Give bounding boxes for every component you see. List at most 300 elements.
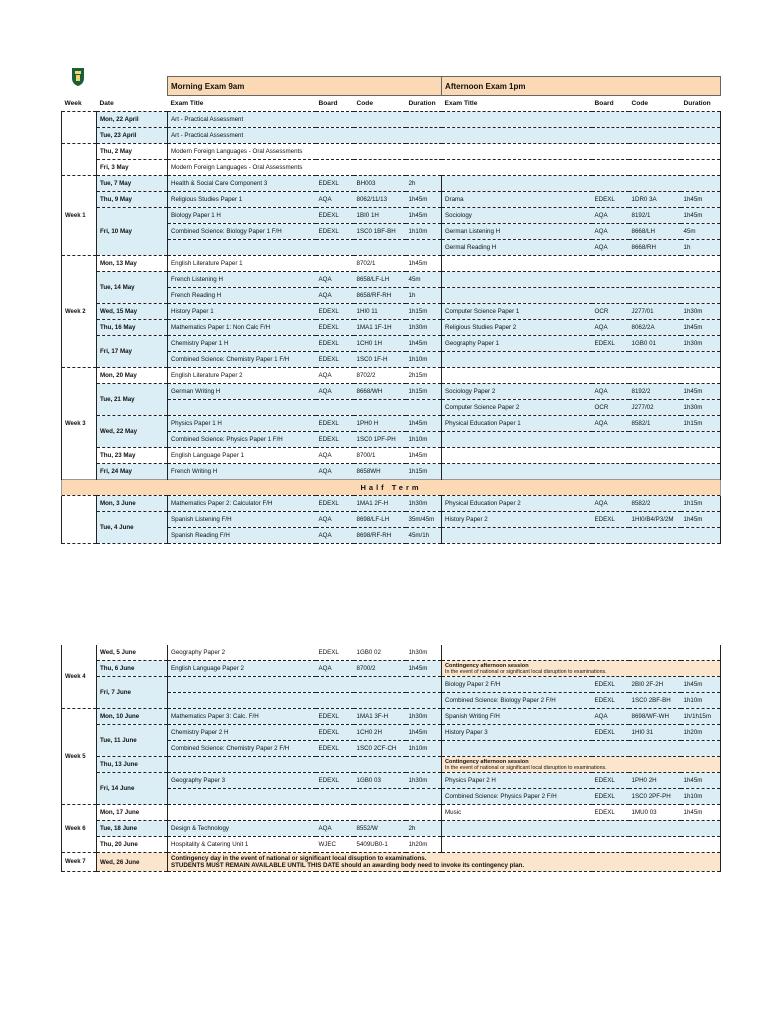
morning-board bbox=[316, 400, 354, 416]
afternoon-board: AQA bbox=[592, 224, 629, 240]
afternoon-duration bbox=[681, 645, 721, 661]
morning-exam-title: Religious Studies Paper 1 bbox=[168, 192, 316, 208]
afternoon-code bbox=[629, 821, 681, 837]
exam-date: Mon, 20 May bbox=[97, 368, 168, 384]
morning-board: EDEXL bbox=[316, 352, 354, 368]
exam-date: Tue, 11 June bbox=[97, 725, 168, 757]
afternoon-board bbox=[592, 464, 629, 480]
table-row bbox=[62, 336, 721, 352]
table-row bbox=[62, 112, 721, 128]
week-label: Week 6 bbox=[62, 805, 97, 853]
afternoon-code: J277/01 bbox=[629, 304, 681, 320]
morning-code: 8702/1 bbox=[354, 256, 406, 272]
morning-duration: 1h30m bbox=[406, 709, 442, 725]
morning-code bbox=[354, 693, 406, 709]
morning-duration: 1h45m bbox=[406, 256, 442, 272]
afternoon-duration bbox=[681, 528, 721, 544]
afternoon-code: 1SC0 2PF-PH bbox=[629, 789, 681, 805]
morning-exam-title bbox=[168, 757, 316, 773]
morning-exam-title: Combined Science: Physics Paper 1 F/H bbox=[168, 432, 316, 448]
afternoon-exam-title: Physics Paper 2 H bbox=[442, 773, 592, 789]
morning-code bbox=[354, 789, 406, 805]
afternoon-board: EDEXL bbox=[592, 192, 629, 208]
morning-board: AQA bbox=[316, 528, 354, 544]
morning-exam-title: Combined Science: Biology Paper 1 F/H bbox=[168, 224, 316, 240]
morning-code bbox=[354, 805, 406, 821]
morning-exam-title: French Listening H bbox=[168, 272, 316, 288]
afternoon-code bbox=[629, 256, 681, 272]
morning-board: EDEXL bbox=[316, 645, 354, 661]
week-label bbox=[62, 496, 97, 544]
morning-exam-title: Health & Social Care Component 3 bbox=[168, 176, 316, 192]
afternoon-board bbox=[592, 821, 629, 837]
table-row bbox=[62, 464, 721, 480]
morning-exam-title: Combined Science: Chemistry Paper 2 F/H bbox=[168, 741, 316, 757]
afternoon-code: 1DR0 3A bbox=[629, 192, 681, 208]
morning-code: 8698/LF-LH bbox=[354, 512, 406, 528]
week-label: Week 3 bbox=[62, 368, 97, 480]
morning-code: 1CH0 1H bbox=[354, 336, 406, 352]
afternoon-duration: 1h30m bbox=[681, 336, 721, 352]
afternoon-board: EDEXL bbox=[592, 725, 629, 741]
morning-duration: 1h45m bbox=[406, 336, 442, 352]
exam-timetable-part-2 bbox=[61, 645, 721, 872]
exam-date: Tue, 21 May bbox=[97, 384, 168, 416]
afternoon-board: AQA bbox=[592, 496, 629, 512]
morning-exam-title: Mathematics Paper 2: Calculator F/H bbox=[168, 496, 316, 512]
morning-duration: 1h20m bbox=[406, 837, 442, 853]
exam-date: Wed, 5 June bbox=[97, 645, 168, 661]
afternoon-board: EDEXL bbox=[592, 773, 629, 789]
morning-code: 8698/RF-RH bbox=[354, 528, 406, 544]
afternoon-exam-title: History Paper 3 bbox=[442, 725, 592, 741]
afternoon-duration bbox=[681, 272, 721, 288]
afternoon-exam-title: Biology Paper 2 F/H bbox=[442, 677, 592, 693]
afternoon-exam-title: Physical Education Paper 2 bbox=[442, 496, 592, 512]
morning-exam-title: Mathematics Paper 3: Calc. F/H bbox=[168, 709, 316, 725]
exam-date: Thu, 13 June bbox=[97, 757, 168, 773]
morning-code: 1CH0 2H bbox=[354, 725, 406, 741]
morning-code: 8702/2 bbox=[354, 368, 406, 384]
afternoon-board: AQA bbox=[592, 240, 629, 256]
afternoon-duration bbox=[681, 288, 721, 304]
morning-duration bbox=[406, 240, 442, 256]
table-row bbox=[62, 448, 721, 464]
afternoon-duration: 1h15m bbox=[681, 496, 721, 512]
morning-duration bbox=[406, 693, 442, 709]
morning-board: EDEXL bbox=[316, 496, 354, 512]
morning-code: 8658/LF-LH bbox=[354, 272, 406, 288]
afternoon-duration: 1h45m bbox=[681, 384, 721, 400]
afternoon-code bbox=[629, 352, 681, 368]
morning-duration: 2h bbox=[406, 176, 442, 192]
exam-date: Thu, 2 May bbox=[97, 144, 168, 160]
morning-code: 8700/1 bbox=[354, 448, 406, 464]
afternoon-duration bbox=[681, 176, 721, 192]
afternoon-duration bbox=[681, 741, 721, 757]
half-term-row bbox=[62, 480, 721, 496]
afternoon-code: 1HI0/B4/P3/2M bbox=[629, 512, 681, 528]
col-week: Week bbox=[62, 96, 97, 112]
afternoon-code bbox=[629, 741, 681, 757]
afternoon-board bbox=[592, 352, 629, 368]
morning-duration bbox=[406, 677, 442, 693]
exam-date: Fri, 10 May bbox=[97, 208, 168, 256]
afternoon-duration: 1h bbox=[681, 240, 721, 256]
morning-board: AQA bbox=[316, 512, 354, 528]
afternoon-duration bbox=[681, 837, 721, 853]
morning-duration: 1h45m bbox=[406, 192, 442, 208]
afternoon-board: AQA bbox=[592, 384, 629, 400]
week-label: Week 2 bbox=[62, 256, 97, 368]
morning-exam-title: French Reading H bbox=[168, 288, 316, 304]
table-row bbox=[62, 176, 721, 192]
afternoon-code bbox=[629, 448, 681, 464]
contingency-text: In the event of national or significant local disruption to examinations. bbox=[445, 668, 607, 675]
exam-timetable-part-1 bbox=[61, 76, 721, 544]
table-row bbox=[62, 304, 721, 320]
exam-date: Thu, 23 May bbox=[97, 448, 168, 464]
morning-code: 8658WH bbox=[354, 464, 406, 480]
morning-duration: 35m/45m bbox=[406, 512, 442, 528]
exam-date: Tue, 18 June bbox=[97, 821, 168, 837]
morning-board: AQA bbox=[316, 661, 354, 677]
afternoon-code: 8192/1 bbox=[629, 208, 681, 224]
afternoon-exam-title bbox=[442, 464, 592, 480]
morning-board bbox=[316, 693, 354, 709]
morning-board: AQA bbox=[316, 448, 354, 464]
exam-date: Fri, 14 June bbox=[97, 773, 168, 805]
morning-exam-title: Modern Foreign Languages - Oral Assessments bbox=[168, 160, 721, 176]
table-row bbox=[62, 208, 721, 224]
table-row bbox=[62, 160, 721, 176]
table-row bbox=[62, 496, 721, 512]
exam-date: Fri, 3 May bbox=[97, 160, 168, 176]
afternoon-duration: 1h45m bbox=[681, 512, 721, 528]
morning-exam-title: Hospitality & Catering Unit 1 bbox=[168, 837, 316, 853]
table-row bbox=[62, 256, 721, 272]
afternoon-exam-title bbox=[442, 448, 592, 464]
exam-date: Fri, 17 May bbox=[97, 336, 168, 368]
afternoon-code: 8668/RH bbox=[629, 240, 681, 256]
afternoon-session-header: Afternoon Exam 1pm bbox=[442, 77, 721, 96]
exam-date: Thu, 6 June bbox=[97, 661, 168, 677]
exam-date: Mon, 3 June bbox=[97, 496, 168, 512]
afternoon-board: OCR bbox=[592, 400, 629, 416]
morning-exam-title bbox=[168, 789, 316, 805]
afternoon-duration bbox=[681, 448, 721, 464]
afternoon-duration: 1h10m bbox=[681, 789, 721, 805]
afternoon-code: 1HI0 31 bbox=[629, 725, 681, 741]
morning-exam-title bbox=[168, 677, 316, 693]
morning-exam-title bbox=[168, 240, 316, 256]
morning-exam-title: Art - Practical Assessment bbox=[168, 128, 721, 144]
afternoon-duration bbox=[681, 256, 721, 272]
morning-board bbox=[316, 256, 354, 272]
contingency-afternoon-session bbox=[442, 661, 721, 677]
afternoon-board: EDEXL bbox=[592, 677, 629, 693]
contingency-title: Contingency afternoon session bbox=[445, 758, 529, 765]
afternoon-exam-title bbox=[442, 256, 592, 272]
half-term-label: Half Term bbox=[62, 480, 721, 496]
morning-code: 1HI0 11 bbox=[354, 304, 406, 320]
morning-board bbox=[316, 240, 354, 256]
afternoon-exam-title: Sociology bbox=[442, 208, 592, 224]
afternoon-board bbox=[592, 741, 629, 757]
table-row bbox=[62, 677, 721, 693]
morning-board bbox=[316, 757, 354, 773]
afternoon-exam-title: History Paper 2 bbox=[442, 512, 592, 528]
morning-duration: 1h45m bbox=[406, 448, 442, 464]
morning-duration: 1h10m bbox=[406, 224, 442, 240]
afternoon-exam-title: Combined Science: Biology Paper 2 F/H bbox=[442, 693, 592, 709]
afternoon-board: AQA bbox=[592, 709, 629, 725]
afternoon-exam-title bbox=[442, 837, 592, 853]
afternoon-code: J277/02 bbox=[629, 400, 681, 416]
morning-code bbox=[354, 757, 406, 773]
afternoon-board bbox=[592, 837, 629, 853]
morning-board: EDEXL bbox=[316, 741, 354, 757]
afternoon-board bbox=[592, 272, 629, 288]
afternoon-duration: 1h/1h15m bbox=[681, 709, 721, 725]
afternoon-code: 1GB0 01 bbox=[629, 336, 681, 352]
morning-code: 1SC0 1PF-PH bbox=[354, 432, 406, 448]
afternoon-board: AQA bbox=[592, 320, 629, 336]
morning-duration: 1h30m bbox=[406, 496, 442, 512]
afternoon-board bbox=[592, 176, 629, 192]
table-row bbox=[62, 128, 721, 144]
contingency-title: Contingency afternoon session bbox=[445, 662, 529, 669]
morning-code: 1MA1 2F-H bbox=[354, 496, 406, 512]
morning-duration: 1h30m bbox=[406, 773, 442, 789]
morning-exam-title bbox=[168, 400, 316, 416]
afternoon-code bbox=[629, 176, 681, 192]
afternoon-exam-title: German Listening H bbox=[442, 224, 592, 240]
table-row bbox=[62, 645, 721, 661]
table-row bbox=[62, 837, 721, 853]
morning-duration: 1h10m bbox=[406, 352, 442, 368]
morning-exam-title: Combined Science: Chemistry Paper 1 F/H bbox=[168, 352, 316, 368]
col-afternoon-exam-title: Exam Title bbox=[442, 96, 592, 112]
col-date: Date bbox=[97, 96, 168, 112]
afternoon-duration bbox=[681, 432, 721, 448]
exam-date: Tue, 14 May bbox=[97, 272, 168, 304]
morning-exam-title: Geography Paper 2 bbox=[168, 645, 316, 661]
morning-duration: 1h45m bbox=[406, 416, 442, 432]
afternoon-code: 8582/2 bbox=[629, 496, 681, 512]
exam-date: Tue, 7 May bbox=[97, 176, 168, 192]
morning-duration: 1h45m bbox=[406, 661, 442, 677]
afternoon-code bbox=[629, 837, 681, 853]
morning-exam-title: Mathematics Paper 1: Non Calc F/H bbox=[168, 320, 316, 336]
afternoon-board: EDEXL bbox=[592, 512, 629, 528]
morning-exam-title: Spanish Reading F/H bbox=[168, 528, 316, 544]
morning-exam-title: Art - Practical Assessment bbox=[168, 112, 721, 128]
table-row bbox=[62, 725, 721, 741]
afternoon-duration: 1h45m bbox=[681, 192, 721, 208]
morning-code bbox=[354, 677, 406, 693]
morning-session-header: Morning Exam 9am bbox=[168, 77, 442, 96]
afternoon-duration: 1h15m bbox=[681, 416, 721, 432]
table-row bbox=[62, 757, 721, 773]
table-row bbox=[62, 144, 721, 160]
afternoon-exam-title bbox=[442, 288, 592, 304]
exam-date: Wed, 22 May bbox=[97, 416, 168, 448]
afternoon-duration: 1h30m bbox=[681, 304, 721, 320]
morning-board: EDEXL bbox=[316, 208, 354, 224]
morning-code: 1MA1 3F-H bbox=[354, 709, 406, 725]
morning-exam-title: Spanish Listening F/H bbox=[168, 512, 316, 528]
morning-code: 1GB0 02 bbox=[354, 645, 406, 661]
afternoon-duration: 45m bbox=[681, 224, 721, 240]
morning-board: EDEXL bbox=[316, 709, 354, 725]
morning-board: EDEXL bbox=[316, 432, 354, 448]
morning-code: 1GB0 03 bbox=[354, 773, 406, 789]
table-row bbox=[62, 384, 721, 400]
morning-duration: 1h10m bbox=[406, 432, 442, 448]
col-afternoon-board: Board bbox=[592, 96, 629, 112]
morning-board bbox=[316, 805, 354, 821]
afternoon-exam-title bbox=[442, 368, 592, 384]
afternoon-board: OCR bbox=[592, 304, 629, 320]
exam-date: Mon, 10 June bbox=[97, 709, 168, 725]
contingency-day-line-2: STUDENTS MUST REMAIN AVAILABLE UNTIL THIS DATE should an awarding body need to invoke its contingency plan. bbox=[171, 862, 525, 869]
exam-date: Mon, 17 June bbox=[97, 805, 168, 821]
morning-exam-title: Biology Paper 1 H bbox=[168, 208, 316, 224]
morning-board: EDEXL bbox=[316, 320, 354, 336]
morning-duration: 1h bbox=[406, 288, 442, 304]
table-row bbox=[62, 805, 721, 821]
morning-duration: 45m bbox=[406, 272, 442, 288]
afternoon-exam-title bbox=[442, 645, 592, 661]
morning-code: 1SC0 1F-H bbox=[354, 352, 406, 368]
table-row bbox=[62, 368, 721, 384]
afternoon-exam-title bbox=[442, 272, 592, 288]
exam-date: Thu, 20 June bbox=[97, 837, 168, 853]
exam-date: Mon, 22 April bbox=[97, 112, 168, 128]
morning-duration bbox=[406, 757, 442, 773]
col-afternoon-code: Code bbox=[629, 96, 681, 112]
afternoon-exam-title: Combined Science: Physics Paper 2 F/H bbox=[442, 789, 592, 805]
afternoon-duration bbox=[681, 821, 721, 837]
afternoon-duration: 1h45m bbox=[681, 320, 721, 336]
afternoon-exam-title bbox=[442, 528, 592, 544]
morning-code: 8668/WH bbox=[354, 384, 406, 400]
table-row bbox=[62, 320, 721, 336]
afternoon-duration: 1h45m bbox=[681, 805, 721, 821]
morning-duration bbox=[406, 805, 442, 821]
afternoon-code: 8668/LH bbox=[629, 224, 681, 240]
afternoon-board: EDEXL bbox=[592, 789, 629, 805]
afternoon-board: EDEXL bbox=[592, 805, 629, 821]
afternoon-code: 1SC0 2BF-BH bbox=[629, 693, 681, 709]
exam-date: Fri, 7 June bbox=[97, 677, 168, 709]
afternoon-code: 8062/2A bbox=[629, 320, 681, 336]
afternoon-code: 2BI0 2F-2H bbox=[629, 677, 681, 693]
afternoon-duration bbox=[681, 464, 721, 480]
afternoon-board: AQA bbox=[592, 416, 629, 432]
morning-code bbox=[354, 240, 406, 256]
morning-duration: 1h45m bbox=[406, 725, 442, 741]
afternoon-exam-title: Computer Science Paper 1 bbox=[442, 304, 592, 320]
morning-board: AQA bbox=[316, 384, 354, 400]
afternoon-code: 1MU0 03 bbox=[629, 805, 681, 821]
morning-duration: 2h15m bbox=[406, 368, 442, 384]
morning-exam-title: Chemistry Paper 2 H bbox=[168, 725, 316, 741]
morning-exam-title: Geography Paper 3 bbox=[168, 773, 316, 789]
week-label: Week 7 bbox=[62, 853, 97, 872]
morning-exam-title: German Writing H bbox=[168, 384, 316, 400]
exam-date: Tue, 23 April bbox=[97, 128, 168, 144]
exam-date: Wed, 26 June bbox=[97, 853, 168, 872]
week-label: Week 4 bbox=[62, 645, 97, 709]
afternoon-exam-title bbox=[442, 176, 592, 192]
morning-exam-title: Chemistry Paper 1 H bbox=[168, 336, 316, 352]
afternoon-board: EDEXL bbox=[592, 693, 629, 709]
afternoon-board bbox=[592, 256, 629, 272]
week-label bbox=[62, 112, 97, 144]
morning-duration: 1h15m bbox=[406, 304, 442, 320]
exam-date: Thu, 16 May bbox=[97, 320, 168, 336]
table-row bbox=[62, 512, 721, 528]
afternoon-exam-title: Physical Education Paper 1 bbox=[442, 416, 592, 432]
morning-board: EDEXL bbox=[316, 725, 354, 741]
afternoon-code bbox=[629, 368, 681, 384]
afternoon-board bbox=[592, 448, 629, 464]
col-morning-code: Code bbox=[354, 96, 406, 112]
morning-board: EDEXL bbox=[316, 224, 354, 240]
morning-duration: 1h30m bbox=[406, 645, 442, 661]
morning-exam-title: English Literature Paper 2 bbox=[168, 368, 316, 384]
week-label: Week 5 bbox=[62, 709, 97, 805]
morning-code: 8062/11/13 bbox=[354, 192, 406, 208]
afternoon-exam-title: Geography Paper 1 bbox=[442, 336, 592, 352]
afternoon-board: EDEXL bbox=[592, 336, 629, 352]
morning-board bbox=[316, 789, 354, 805]
morning-code: 8700/2 bbox=[354, 661, 406, 677]
morning-code: BH003 bbox=[354, 176, 406, 192]
morning-board: AQA bbox=[316, 821, 354, 837]
afternoon-exam-title bbox=[442, 741, 592, 757]
afternoon-duration: 1h30m bbox=[681, 400, 721, 416]
morning-board: AQA bbox=[316, 464, 354, 480]
contingency-day-line-1: Contingency day in the event of national or significant local disuption to examinations. bbox=[171, 855, 427, 862]
afternoon-code bbox=[629, 272, 681, 288]
morning-board: EDEXL bbox=[316, 336, 354, 352]
table-row bbox=[62, 853, 721, 872]
afternoon-duration: 1h45m bbox=[681, 773, 721, 789]
contingency-afternoon-session bbox=[442, 757, 721, 773]
afternoon-duration: 1h45m bbox=[681, 677, 721, 693]
morning-code bbox=[354, 400, 406, 416]
morning-board bbox=[316, 677, 354, 693]
morning-duration: 1h10m bbox=[406, 741, 442, 757]
afternoon-code bbox=[629, 464, 681, 480]
afternoon-code bbox=[629, 528, 681, 544]
afternoon-code: 8698/WF-WH bbox=[629, 709, 681, 725]
morning-board: EDEXL bbox=[316, 773, 354, 789]
morning-duration: 45m/1h bbox=[406, 528, 442, 544]
afternoon-code: 8582/1 bbox=[629, 416, 681, 432]
afternoon-exam-title bbox=[442, 352, 592, 368]
morning-exam-title: Design & Technology bbox=[168, 821, 316, 837]
morning-board: EDEXL bbox=[316, 176, 354, 192]
morning-duration: 2h bbox=[406, 821, 442, 837]
afternoon-duration: 1h20m bbox=[681, 725, 721, 741]
morning-code: 1SC0 2CF-CH bbox=[354, 741, 406, 757]
morning-exam-title bbox=[168, 805, 316, 821]
afternoon-duration: 1h10m bbox=[681, 693, 721, 709]
